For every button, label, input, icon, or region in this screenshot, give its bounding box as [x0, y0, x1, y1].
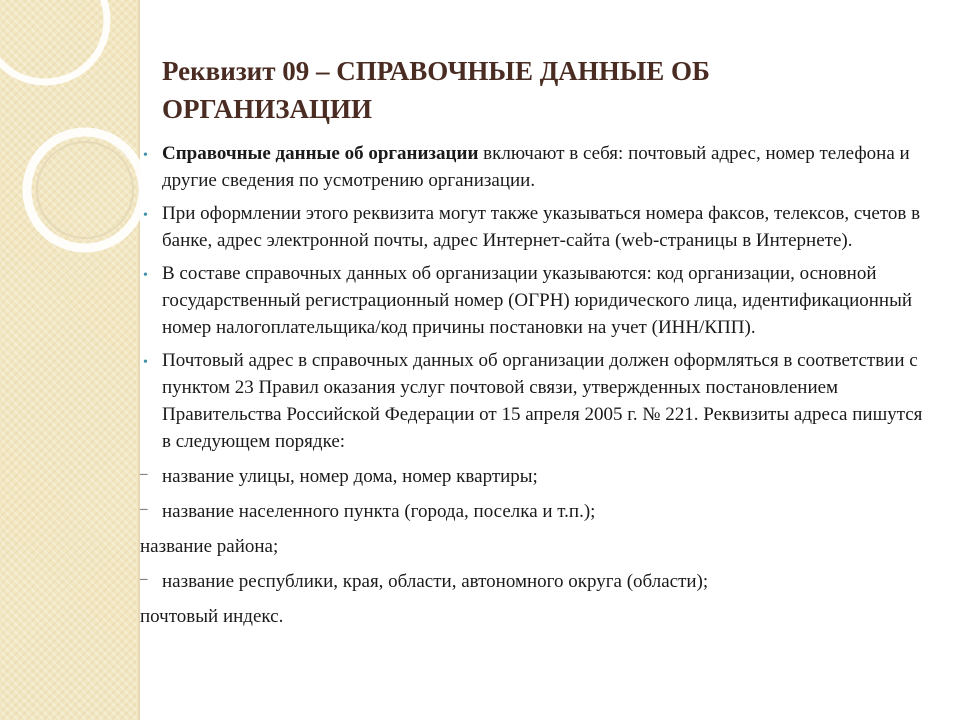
slide-content	[140, 140, 930, 638]
address-order-item	[140, 463, 930, 490]
bullet-item	[140, 347, 930, 455]
dash-icon: –	[140, 466, 148, 482]
bullet-text: При оформлении этого реквизита могут также указываться номера факсов, телексов, счетов в банке, адрес электронной почты, адрес Интернет-сайта (web-страницы в Интернете).	[162, 203, 921, 251]
address-order-text: название республики, края, области, автономного округа (области);	[162, 571, 709, 592]
address-order-text: название населенного пункта (города, поселка и т.п.);	[162, 501, 596, 522]
address-order-text: название улицы, номер дома, номер квартиры;	[162, 466, 538, 487]
address-order-item	[140, 603, 930, 630]
bullet-dot-icon: •	[143, 148, 148, 163]
address-order-item	[140, 533, 930, 560]
bullet-text: включают в себя: почтовый адрес, номер телефона и другие сведения по усмотрению организации.	[162, 143, 910, 191]
address-order-text: почтовый индекс.	[140, 606, 284, 627]
dash-icon: –	[140, 501, 148, 517]
bullet-item	[140, 140, 930, 194]
bullet-text: В составе справочных данных об организации указываются: код организации, основной государственный регистрационный номер (ОГРН) юридического лица, идентификационный номер налогоплательщика/код причины постановки на учет (ИНН/КПП).	[162, 263, 913, 338]
address-order-item	[140, 498, 930, 525]
slide-title: Реквизит 09 – СПРАВОЧНЫЕ ДАННЫЕ ОБ ОРГАНИЗАЦИИ	[162, 56, 710, 124]
address-order-item	[140, 568, 930, 595]
dash-icon: –	[140, 571, 148, 587]
bullet-item	[140, 260, 930, 341]
bullet-dot-icon: •	[143, 268, 148, 283]
bullet-dot-icon: •	[143, 355, 148, 370]
bullet-item	[140, 200, 930, 254]
bullet-bold-term: Справочные данные об организации	[162, 143, 479, 164]
address-order-text: название района;	[140, 536, 279, 557]
bullet-dot-icon: •	[143, 208, 148, 223]
bullet-text: Почтовый адрес в справочных данных об организации должен оформляться в соответствии с пунктом 23 Правил оказания услуг почтовой связи, утвержденных постановлением Правительства Российской Федерации от 15 апреля 2005 г. № 221. Реквизиты адреса пишутся в следующем порядке:	[162, 350, 923, 452]
